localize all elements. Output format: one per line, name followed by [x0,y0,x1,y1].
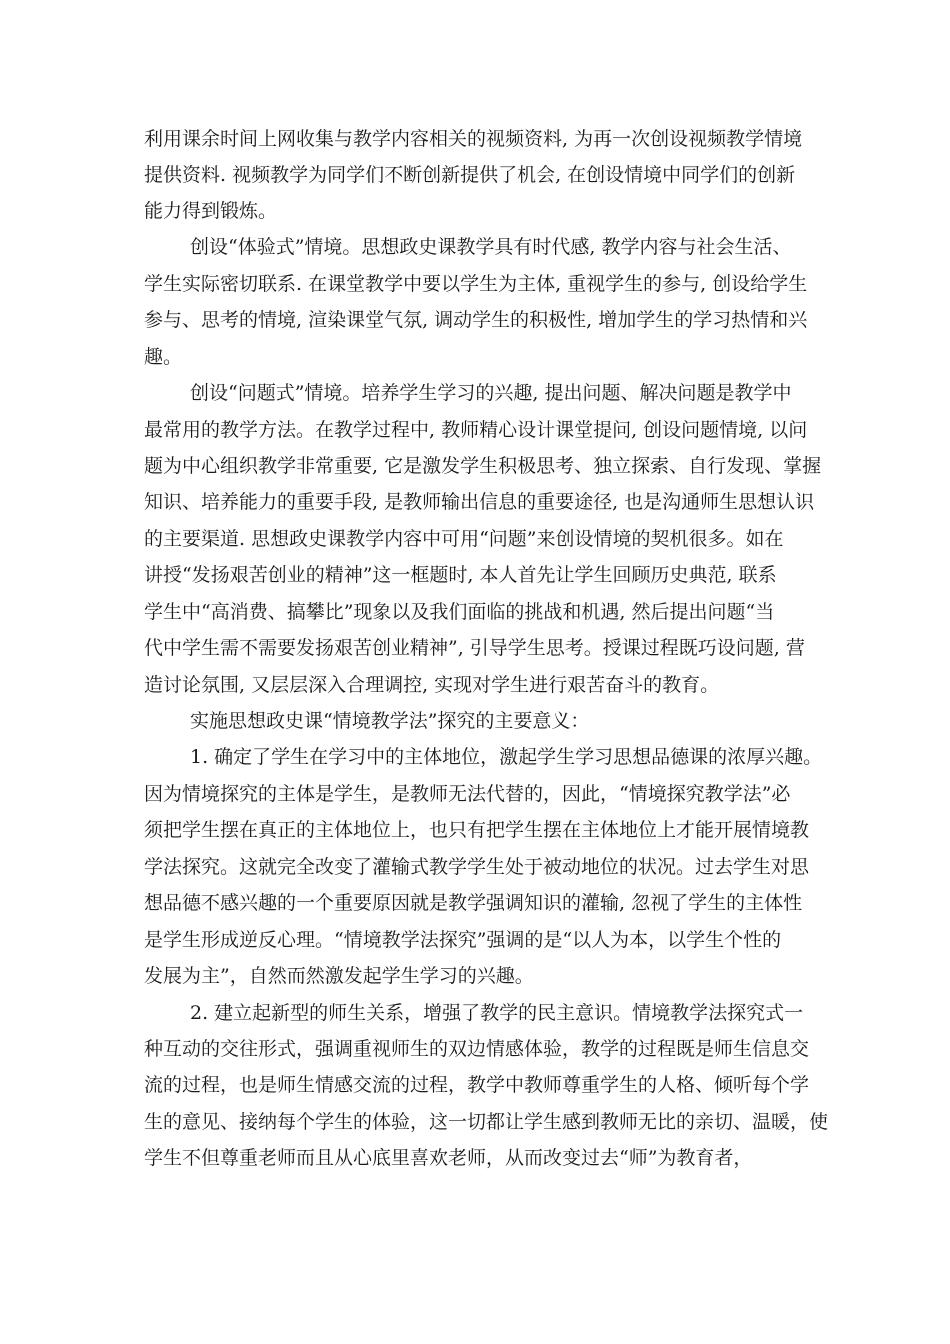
text-line: 最常用的教学方法。在教学过程中, 教师精心设计课堂提问, 创设问题情境, 以问 [144,419,808,441]
text-line: 想品德不感兴趣的一个重要原因就是教学强调知识的灌输, 忽视了学生的主体性 [144,892,803,914]
text-line: 能力得到锻炼。 [144,200,278,222]
text-line: 是学生形成逆反心理。“情境教学法探究”强调的是“以人为本，以学生个性的 [144,929,782,951]
text-line: 参与、思考的情境, 渲染课堂气氛, 调动学生的积极性, 增加学生的学习热情和兴 [144,309,808,331]
text-line: 学生中“高消费、搞攀比”现象以及我们面临的挑战和机遇, 然后提出问题“当 [144,601,775,623]
text-line: 利用课余时间上网收集与教学内容相关的视频资料, 为再一次创设视频教学情境 [144,128,803,150]
text-line: 题为中心组织教学非常重要, 它是激发学生积极思考、独立探索、自行发现、掌握 [144,455,822,477]
text-line: 的主要渠道. 思想政史课教学内容中可用“问题”来创设情境的契机很多。如在 [144,528,784,550]
text-line: 创设“问题式”情境。培养学生学习的兴趣, 提出问题、解决问题是教学中 [190,382,792,404]
text-line: 创设“体验式”情境。思想政史课教学具有时代感, 教学内容与社会生活、 [190,236,792,258]
text-line: 学法探究。这就完全改变了灌输式教学学生处于被动地位的状况。过去学生对思 [144,856,810,878]
text-line: 种互动的交往形式，强调重视师生的双边情感体验，教学的过程既是师生信息交 [144,1038,810,1060]
text-line: 造讨论氛围, 又层层深入合理调控, 实现对学生进行艰苦奋斗的教育。 [144,674,720,696]
text-line: 流的过程，也是师生情感交流的过程，教学中教师尊重学生的人格、倾听每个学 [144,1074,810,1096]
text-line: 学生实际密切联系. 在课堂教学中要以学生为主体, 重视学生的参与, 创设给学生 [144,273,808,295]
text-line: 发展为主”，自然而然激发起学生学习的兴趣。 [144,965,534,987]
text-line: 知识、培养能力的重要手段, 是教师输出信息的重要途径, 也是沟通师生思想认识 [144,491,815,513]
text-line: 须把学生摆在真正的主体地位上，也只有把学生摆在主体地位上才能开展情境教 [144,819,810,841]
text-line: 2. 建立起新型的师生关系，增强了教学的民主意识。情境教学法探究式一 [190,1002,804,1024]
text-line: 1. 确定了学生在学习中的主体地位，激起学生学习思想品德课的浓厚兴趣。 [190,746,823,768]
text-line: 实施思想政史课“情境教学法”探究的主要意义： [190,710,590,732]
text-line: 因为情境探究的主体是学生，是教师无法代替的，因此，“情境探究教学法”必 [144,783,791,805]
text-line: 讲授“发扬艰苦创业的精神”这一框题时, 本人首先让学生回顾历史典范, 联系 [144,564,777,586]
text-line: 代中学生需不需要发扬艰苦创业精神”, 引导学生思考。授课过程既巧设问题, 营 [144,637,805,659]
text-line: 学生不但尊重老师而且从心底里喜欢老师，从而改变过去“师”为教育者， [144,1147,753,1169]
text-line: 生的意见、接纳每个学生的体验，这一切都让学生感到教师无比的亲切、温暖，使 [144,1111,829,1133]
text-line: 趣。 [144,346,183,368]
text-line: 提供资料. 视频教学为同学们不断创新提供了机会, 在创设情境中同学们的创新 [144,164,796,186]
